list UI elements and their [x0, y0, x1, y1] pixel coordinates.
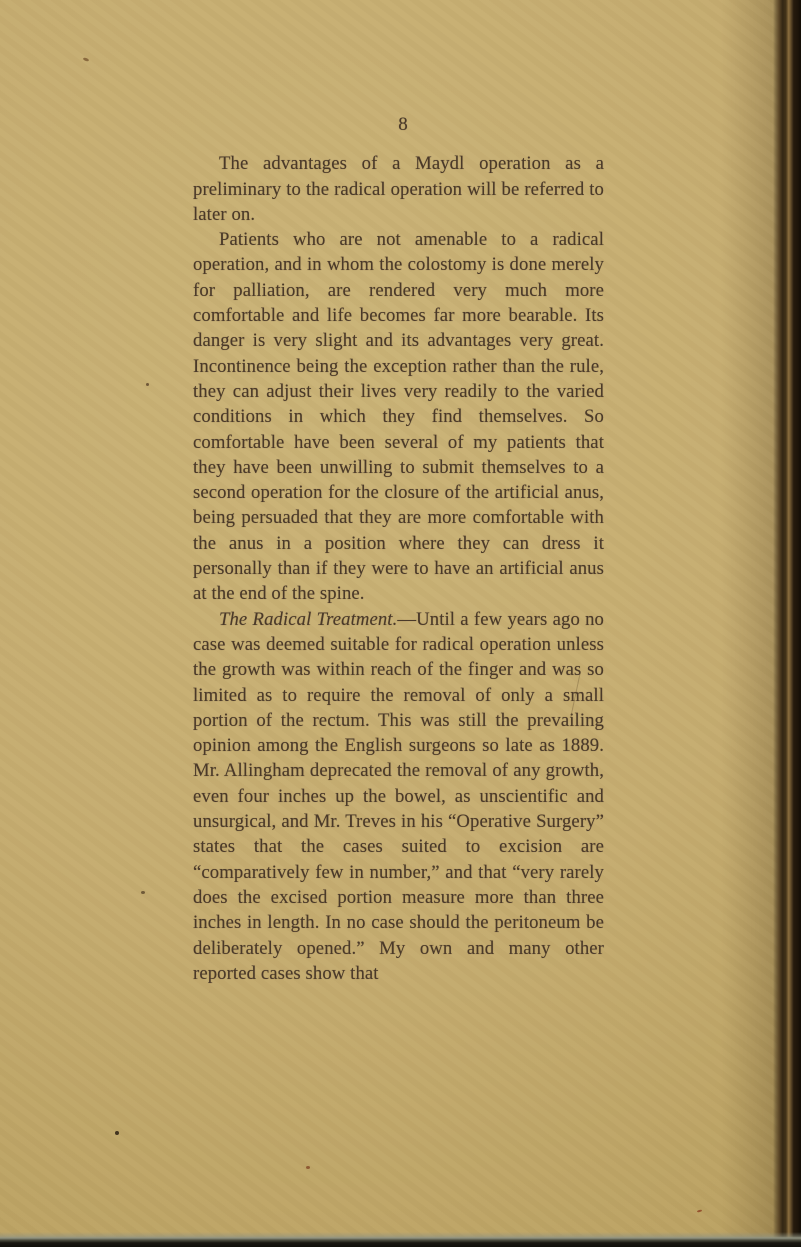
radical-treatment-text: —Until a few years ago no case was deemed suitable for radical operation unless the growth was within reach of the finger and was so limited as to require the removal of only a small portion of the rectum. This was still the prevailing opinion among the English surgeons so late as 1889. Mr. Allingham deprecated the removal of any growth, even four inches up the bowel, as unscientific and unsurgical, and Mr. Treves in his “Operative Surgery” states that the cases suited to excision are “comparatively few in number,” and that “very rarely does the excised portion measure more than three inches in length. In no case should the peritoneum be deliberately opened.” My own and many other reported cases show that: [193, 608, 604, 984]
paper-speck: [141, 891, 145, 894]
page-number: 8: [398, 114, 409, 135]
paragraph-palliation: Patients who are not amenable to a radical operation, and in whom the colostomy is done merely for palliation, are rendered very much more comfortable and life becomes far more bearable. Its danger is very slight and its advantages very great. Incontinence being the exception rather than the rule, they can adjust their lives very readily to the varied conditions in which they find themselves. So comfortable have been several of my patients that they have been unwilling to submit themselves to a second operation for the closure of the artificial anus, being persuaded that they are more comfortable with the anus in a position where they can dress it personally than if they were to have an artificial anus at the end of the spine.: [193, 229, 604, 605]
page-content: [193, 112, 604, 986]
paragraph-maydl-advantages: The advantages of a Maydl operation as a preliminary to the radical operation will be referred to later on.: [193, 153, 604, 225]
paper-speck: [83, 57, 90, 62]
radical-treatment-heading: The Radical Treatment.: [219, 608, 398, 630]
paper-speck: [697, 1209, 702, 1212]
paragraph-radical-treatment: [193, 607, 604, 986]
paper-speck: [115, 1131, 119, 1135]
right-page-edge: [773, 0, 801, 1247]
paper-speck: [306, 1166, 310, 1169]
paper-speck: [146, 383, 149, 386]
bottom-page-edge: [0, 1232, 801, 1247]
